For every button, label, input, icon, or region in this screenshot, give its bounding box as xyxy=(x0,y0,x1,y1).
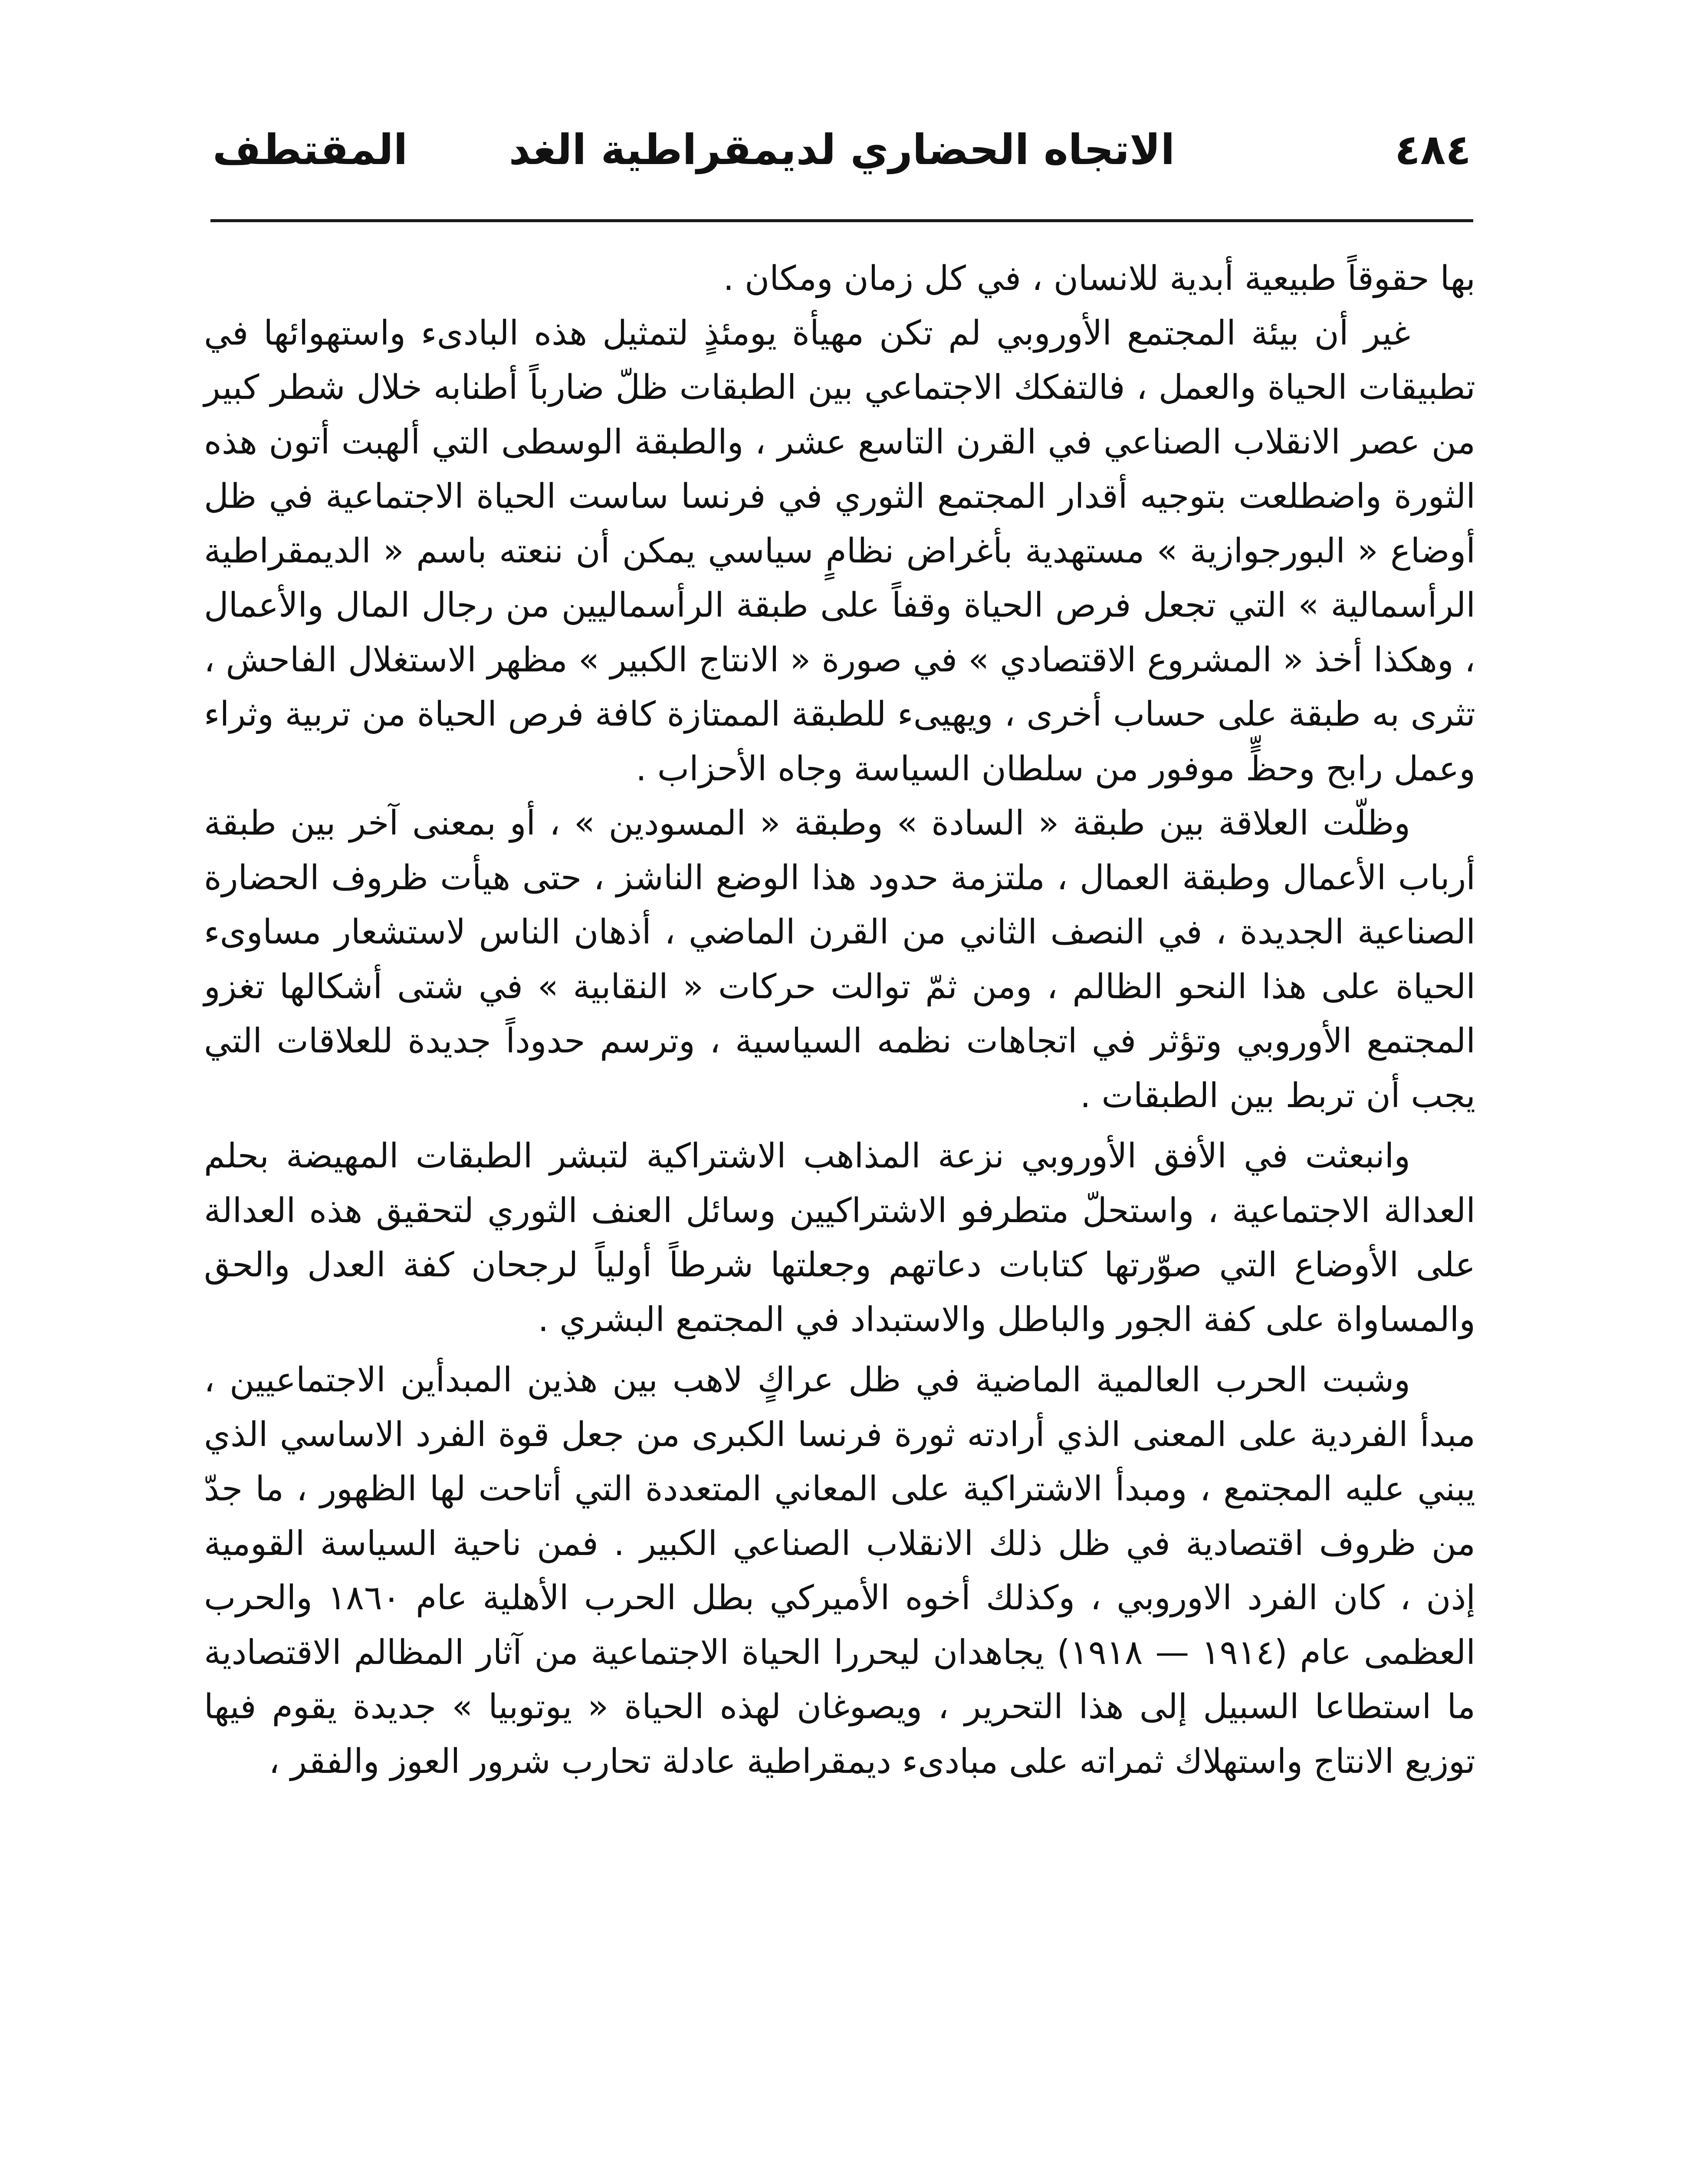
paragraph-1: بها حقوقاً طبيعية أبدية للانسان ، في كل زمان ومكان . xyxy=(723,259,1475,298)
journal-name: المقتطف xyxy=(213,125,408,174)
running-title: الاتجاه الحضاري لديمقراطية الغد xyxy=(509,125,1175,174)
paragraph-4: وانبعثت في الأفق الأوروبي نزعة المذاهب الاشتراكية لتبشر الطبقات المهيضة بحلم العدالة الاجتماعية ، واستحلّ متطرفو الاشتراكيين وسائل العنف الثوري لتحقيق هذه العدالة على الأوضاع التي صوّرتها كتابات دعاتهم وجعلتها شرطاً أولياً لرجحان كفة العدل والحق والمساواة على كفة الجور والباطل والاستبداد في المجتمع البشري . xyxy=(204,1137,1475,1339)
paragraph-3: وظلّت العلاقة بين طبقة « السادة » وطبقة « المسودين » ، أو بمعنى آخر بين طبقة أرباب الأعمال وطبقة العمال ، ملتزمة حدود هذا الوضع الناشز ، حتى هيأت ظروف الحضارة الصناعية الجديدة ، في النصف الثاني من القرن الماضي ، أذهان الناس لاستشعار مساوىء الحياة على هذا النحو الظالم ، ومن ثمّ توالت حركات « النقابية » في شتى أشكالها تغزو المجتمع الأوروبي وتؤثر في اتجاهات نظمه السياسية ، وترسم حدوداً جديدة للعلاقات التي يجب أن تربط بين الطبقات . xyxy=(204,804,1475,1115)
header-rule xyxy=(210,219,1473,222)
article-body xyxy=(204,252,1475,1789)
page-number: ٤٨٤ xyxy=(1395,125,1471,174)
paragraph-2: غير أن بيئة المجتمع الأوروبي لم تكن مهيأة يومئذٍ لتمثيل هذه البادىء واستهوائها في تطبيقات الحياة والعمل ، فالتفكك الاجتماعي بين الطبقات ظلّ ضارباً أطنابه خلال شطر كبير من عصر الانقلاب الصناعي في القرن التاسع عشر ، والطبقة الوسطى التي ألهبت أتون هذه الثورة واضطلعت بتوجيه أقدار المجتمع الثوري في فرنسا ساست الحياة الاجتماعية في ظل أوضاع « البورجوازية » مستهدية بأغراض نظامٍ سياسي يمكن أن ننعته باسم « الديمقراطية الرأسمالية » التي تجعل فرص الحياة وقفاً على طبقة الرأسماليين من رجال المال والأعمال ، وهكذا أخذ « المشروع الاقتصادي » في صورة « الانتاج الكبير » مظهر الاستغلال الفاحش ، تثرى به طبقة على حساب أخرى ، ويهيىء للطبقة الممتازة كافة فرص الحياة من تربية وثراء وعمل رابح وحظٍّ موفور من سلطان السياسة وجاه الأحزاب . xyxy=(204,313,1475,789)
paragraph-5: وشبت الحرب العالمية الماضية في ظل عراكٍ لاهب بين هذين المبدأين الاجتماعيين ، مبدأ الفردية على المعنى الذي أرادته ثورة فرنسا الكبرى من جعل قوة الفرد الاساسي الذي يبني عليه المجتمع ، ومبدأ الاشتراكية على المعاني المتعددة التي أتاحت لها الظهور ، ما جدّ من ظروف اقتصادية في ظل ذلك الانقلاب الصناعي الكبير . فمن ناحية السياسة القومية إذن ، كان الفرد الاوروبي ، وكذلك أخوه الأميركي بطل الحرب الأهلية عام ١٨٦٠ والحرب العظمى عام (١٩١٤ — ١٩١٨) يجاهدان ليحررا الحياة الاجتماعية من آثار المظالم الاقتصادية ما استطاعا السبيل إلى هذا التحرير ، ويصوغان لهذه الحياة « يوتوبيا » جديدة يقوم فيها توزيع الانتاج واستهلاك ثمراته على مبادىء ديمقراطية عادلة تحارب شرور العوز والفقر ، xyxy=(204,1361,1475,1781)
page-header xyxy=(213,117,1471,187)
